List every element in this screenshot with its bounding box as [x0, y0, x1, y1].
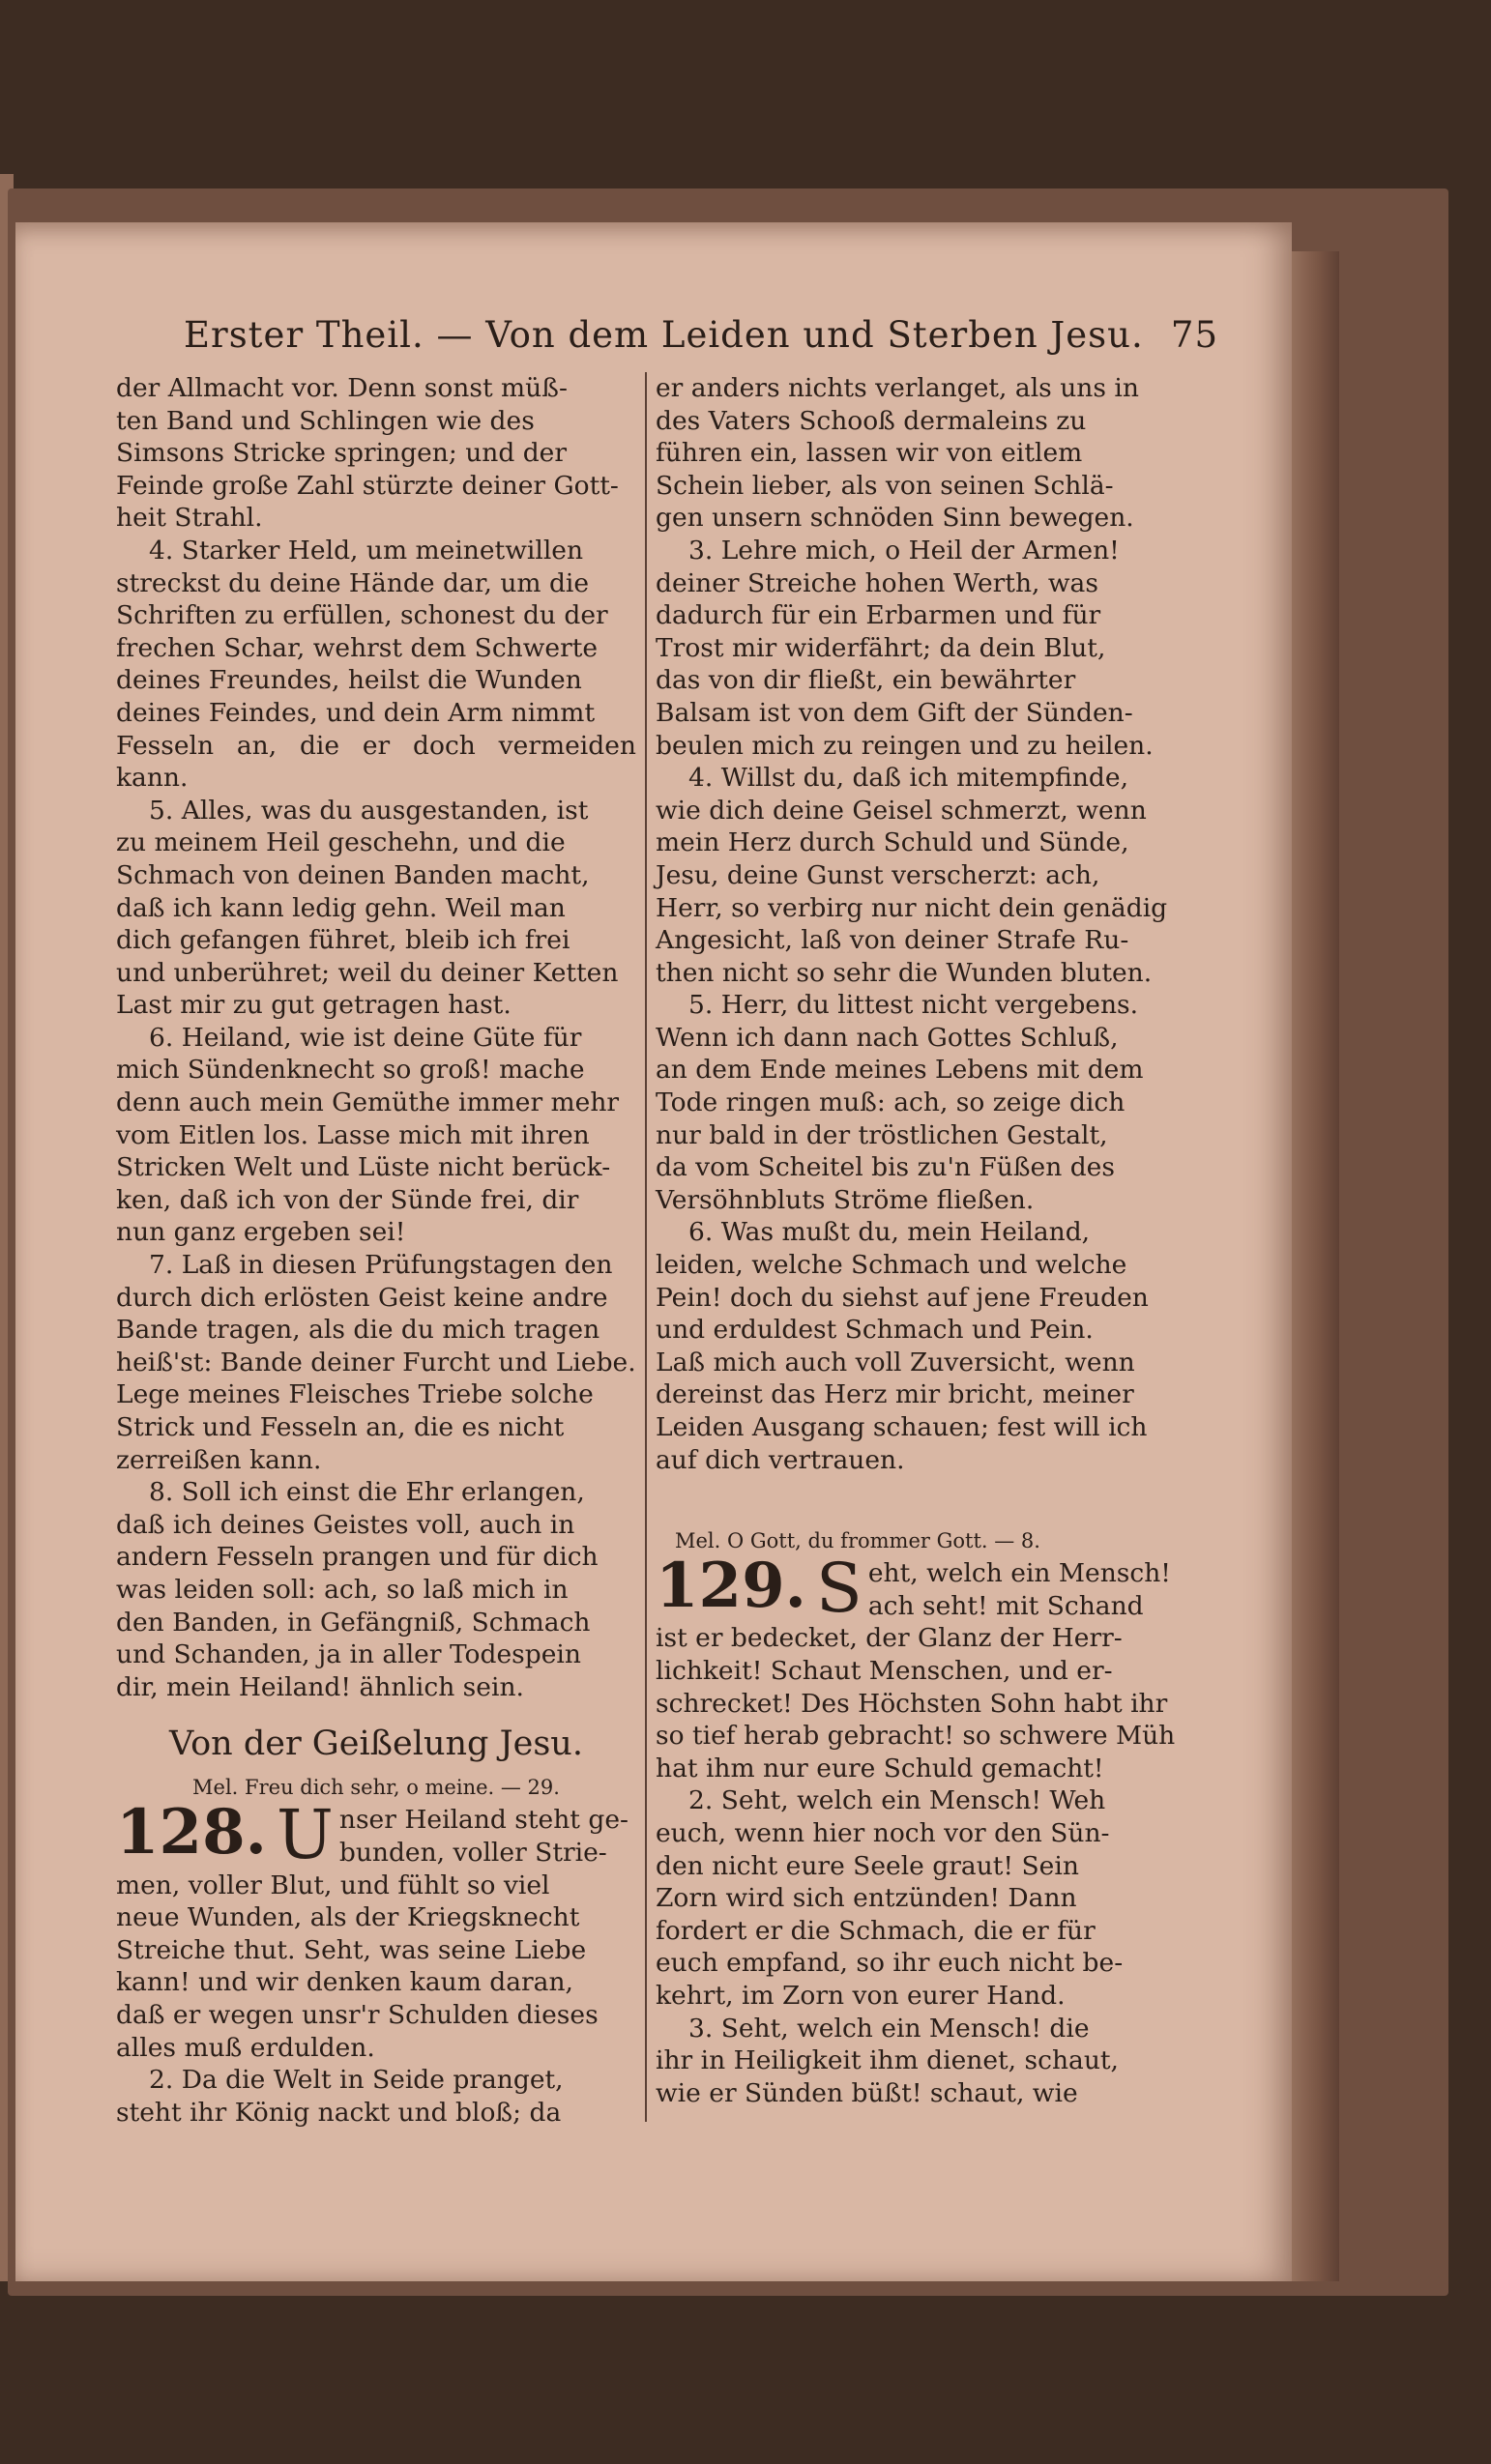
hymn-first-lines: [339, 1804, 636, 1869]
text-line: nur bald in der tröstlichen Gestalt,: [656, 1119, 1108, 1150]
text-line: alles muß erdulden.: [116, 2032, 375, 2063]
text-line: und Schanden, ja in aller Todespein: [116, 1639, 581, 1670]
verse-8: [116, 1476, 636, 1703]
melody-line: Mel. O Gott, du frommer Gott. — 8.: [675, 1529, 1040, 1553]
text-line: deines Freundes, heilst die Wunden: [116, 665, 582, 696]
text-line: 7. Laß in diesen Prüfungstagen den: [149, 1250, 613, 1281]
hymn-129-verse-3: [656, 2013, 1178, 2110]
text-line: wie dich deine Geisel schmerzt, wenn: [656, 795, 1147, 826]
text-line: Jesu, deine Gunst verscherzt: ach,: [656, 859, 1100, 890]
text-line: führen ein, lassen wir von eitlem: [656, 438, 1083, 469]
text-line: mein Herz durch Schuld und Sünde,: [656, 827, 1129, 858]
text-line: dir, mein Heiland! ähnlich sein.: [116, 1671, 524, 1702]
verse-5: [116, 795, 636, 1022]
text-line: eht, welch ein Mensch!: [867, 1558, 1171, 1589]
text-line: daß er wegen unsr'r Schulden dieses: [116, 1999, 599, 2030]
text-line: 4. Starker Held, um meinetwillen: [149, 535, 584, 565]
verse-3: [656, 535, 1178, 762]
text-line: Schmach von deinen Banden macht,: [116, 859, 590, 890]
text-line: so tief herab gebracht! so schwere Müh: [656, 1721, 1176, 1752]
continued-verse: [656, 372, 1178, 535]
text-line: mich Sündenknecht so groß! mache: [116, 1055, 585, 1086]
text-line: andern Fesseln prangen und für dich: [116, 1542, 599, 1573]
text-line: Strick und Fesseln an, die es nicht: [116, 1412, 565, 1442]
text-line: steht ihr König nackt und bloß; da: [116, 2097, 562, 2128]
verse-4: [656, 762, 1178, 989]
text-line: hat ihm nur eure Schuld gemacht!: [656, 1753, 1104, 1783]
text-line: Angesicht, laß von deiner Strafe Ru-: [656, 925, 1129, 956]
text-line: dich gefangen führet, bleib ich frei: [116, 925, 570, 956]
text-line: Tode ringen muß: ach, so zeige dich: [656, 1087, 1126, 1118]
hymn-128-verse-1: [116, 1870, 636, 2065]
text-line: Stricken Welt und Lüste nicht berück-: [116, 1152, 611, 1183]
text-line: ten Band und Schlingen wie des: [116, 405, 535, 436]
text-line: den nicht eure Seele graut! Sein: [656, 1850, 1079, 1881]
text-line: Bande tragen, als die du mich tragen: [116, 1315, 600, 1346]
hymn-129-verse-2: [656, 1784, 1178, 2012]
text-line: ken, daß ich von der Sünde frei, dir: [116, 1184, 579, 1215]
text-line: streckst du deine Hände dar, um die: [116, 567, 590, 598]
hymn-128-verse-2: [116, 2064, 636, 2129]
verse-6: [116, 1022, 636, 1249]
text-line: 3. Lehre mich, o Heil der Armen!: [688, 535, 1120, 565]
text-line: er anders nichts verlanget, als uns in: [656, 373, 1139, 403]
text-line: 6. Was mußt du, mein Heiland,: [688, 1217, 1091, 1248]
book-spine: [1286, 251, 1339, 2281]
text-line: wie er Sünden büßt! schaut, wie: [656, 2077, 1078, 2108]
text-line: dereinst das Herz mir bricht, meiner: [656, 1379, 1134, 1410]
text-line: nser Heiland steht ge-: [338, 1805, 629, 1836]
text-line: Simsons Stricke springen; und der: [116, 438, 568, 469]
text-line: vom Eitlen los. Lasse mich mit ihren: [116, 1119, 590, 1150]
text-line: leiden, welche Schmach und welche: [656, 1250, 1127, 1281]
text-line: lichkeit! Schaut Menschen, und er-: [656, 1655, 1113, 1686]
text-line: Herr, so verbirg nur nicht dein genädig: [656, 892, 1168, 923]
text-line: frechen Schar, wehrst dem Schwerte: [116, 632, 599, 663]
text-line: das von dir fließt, ein bewährter: [656, 665, 1076, 696]
drop-cap: U: [276, 1795, 334, 1875]
text-line: heit Strahl.: [116, 503, 263, 534]
text-line: kehrt, im Zorn von eurer Hand.: [656, 1980, 1066, 2011]
text-line: 5. Alles, was du ausgestanden, ist: [149, 795, 589, 826]
text-line: gen unsern schnöden Sinn bewegen.: [656, 503, 1134, 534]
text-line: nun ganz ergeben sei!: [116, 1217, 406, 1248]
text-line: zu meinem Heil geschehn, und die: [116, 827, 566, 858]
page-number: 75: [1170, 313, 1218, 356]
text-line: bunden, voller Strie-: [338, 1837, 607, 1868]
text-line: 2. Da die Welt in Seide pranget,: [149, 2065, 564, 2096]
text-line: was leiden soll: ach, so laß mich in: [116, 1574, 569, 1605]
text-line: Fesseln an, die er doch vermeiden kann.: [116, 730, 636, 794]
text-line: 6. Heiland, wie ist deine Güte für: [149, 1022, 582, 1053]
text-line: neue Wunden, als der Kriegsknecht: [116, 1902, 580, 1933]
left-column: [116, 372, 636, 2129]
running-header-title: Erster Theil. — Von dem Leiden und Sterben Jesu.: [184, 313, 1144, 356]
melody-line: Mel. Freu dich sehr, o meine. — 29.: [192, 1776, 560, 1800]
text-line: Trost mir widerfährt; da dein Blut,: [656, 632, 1106, 663]
text-line: ihr in Heiligkeit ihm dienet, schaut,: [656, 2045, 1119, 2076]
text-line: dadurch für ein Erbarmen und für: [656, 600, 1101, 631]
text-line: ist er bedecket, der Glanz der Herr-: [656, 1623, 1123, 1654]
text-line: auf dich vertrauen.: [656, 1444, 905, 1475]
text-line: der Allmacht vor. Denn sonst müß-: [116, 373, 568, 403]
verse-6: [656, 1216, 1178, 1476]
text-line: denn auch mein Gemüthe immer mehr: [116, 1087, 620, 1118]
drop-cap: S: [815, 1549, 862, 1629]
text-line: Streiche thut. Seht, was seine Liebe: [116, 1934, 587, 1965]
text-line: euch empfand, so ihr euch nicht be-: [656, 1948, 1124, 1979]
text-line: zerreißen kann.: [116, 1444, 322, 1475]
text-line: und erduldest Schmach und Pein.: [656, 1315, 1094, 1346]
text-line: des Vaters Schooß dermaleins zu: [656, 405, 1087, 436]
text-line: men, voller Blut, und fühlt so viel: [116, 1870, 550, 1900]
text-line: Lege meines Fleisches Triebe solche: [116, 1379, 594, 1410]
text-line: Schein lieber, als von seinen Schlä-: [656, 470, 1114, 501]
text-line: den Banden, in Gefängniß, Schmach: [116, 1607, 591, 1638]
text-line: 8. Soll ich einst die Ehr erlangen,: [149, 1477, 585, 1508]
text-line: 4. Willst du, daß ich mitempfinde,: [688, 763, 1128, 794]
text-line: heiß'st: Bande deiner Furcht und Liebe.: [116, 1347, 636, 1377]
running-header: [184, 307, 1218, 362]
text-line: an dem Ende meines Lebens mit dem: [656, 1055, 1144, 1086]
text-line: beulen mich zu reingen und zu heilen.: [656, 730, 1154, 761]
right-column: [656, 372, 1178, 2109]
text-line: ach seht! mit Schand: [867, 1590, 1144, 1621]
text-line: 3. Seht, welch ein Mensch! die: [688, 2013, 1090, 2044]
text-line: Laß mich auch voll Zuversicht, wenn: [656, 1347, 1135, 1377]
text-line: Wenn ich dann nach Gottes Schluß,: [656, 1022, 1119, 1053]
column-divider: [645, 372, 647, 2122]
hymn-129-start: [656, 1549, 1178, 1629]
text-line: und unberühret; weil du deiner Ketten: [116, 957, 619, 988]
hymn-128-start: [116, 1795, 636, 1875]
text-line: Leiden Ausgang schauen; fest will ich: [656, 1412, 1148, 1442]
hymn-first-lines: [868, 1557, 1178, 1622]
text-line: kann! und wir denken kaum daran,: [116, 1967, 573, 1998]
text-line: Schriften zu erfüllen, schonest du der: [116, 600, 608, 631]
verse-5: [656, 989, 1178, 1216]
text-line: durch dich erlösten Geist keine andre: [116, 1282, 608, 1313]
hymn-129-verse-1: [656, 1622, 1178, 1784]
section-heading: Von der Geißelung Jesu.: [169, 1725, 583, 1764]
text-line: 5. Herr, du littest nicht vergebens.: [688, 990, 1139, 1021]
text-line: Balsam ist von dem Gift der Sünden-: [656, 697, 1133, 728]
text-line: daß ich kann ledig gehn. Weil man: [116, 892, 566, 923]
text-line: 2. Seht, welch ein Mensch! Weh: [688, 1785, 1106, 1816]
hymn-number: 128.: [116, 1796, 267, 1870]
verse-4: [116, 535, 636, 795]
verse-7: [116, 1249, 636, 1476]
text-line: daß ich deines Geistes voll, auch in: [116, 1509, 575, 1540]
text-line: fordert er die Schmach, die er für: [656, 1915, 1096, 1946]
text-line: deiner Streiche hohen Werth, was: [656, 567, 1098, 598]
text-line: Zorn wird sich entzünden! Dann: [656, 1883, 1077, 1914]
text-line: Last mir zu gut getragen hast.: [116, 990, 512, 1021]
text-line: euch, wenn hier noch vor den Sün-: [656, 1817, 1110, 1848]
text-line: schrecket! Des Höchsten Sohn habt ihr: [656, 1688, 1168, 1719]
text-line: Versöhnbluts Ströme fließen.: [656, 1184, 1035, 1215]
text-line: then nicht so sehr die Wunden bluten.: [656, 957, 1153, 988]
text-line: da vom Scheitel bis zu'n Füßen des: [656, 1152, 1115, 1183]
text-line: Pein! doch du siehst auf jene Freuden: [656, 1282, 1149, 1313]
hymn-number: 129.: [656, 1550, 806, 1623]
text-line: deines Feindes, und dein Arm nimmt: [116, 697, 596, 728]
continued-verse: [116, 372, 636, 535]
text-line: Feinde große Zahl stürzte deiner Gott-: [116, 470, 619, 501]
